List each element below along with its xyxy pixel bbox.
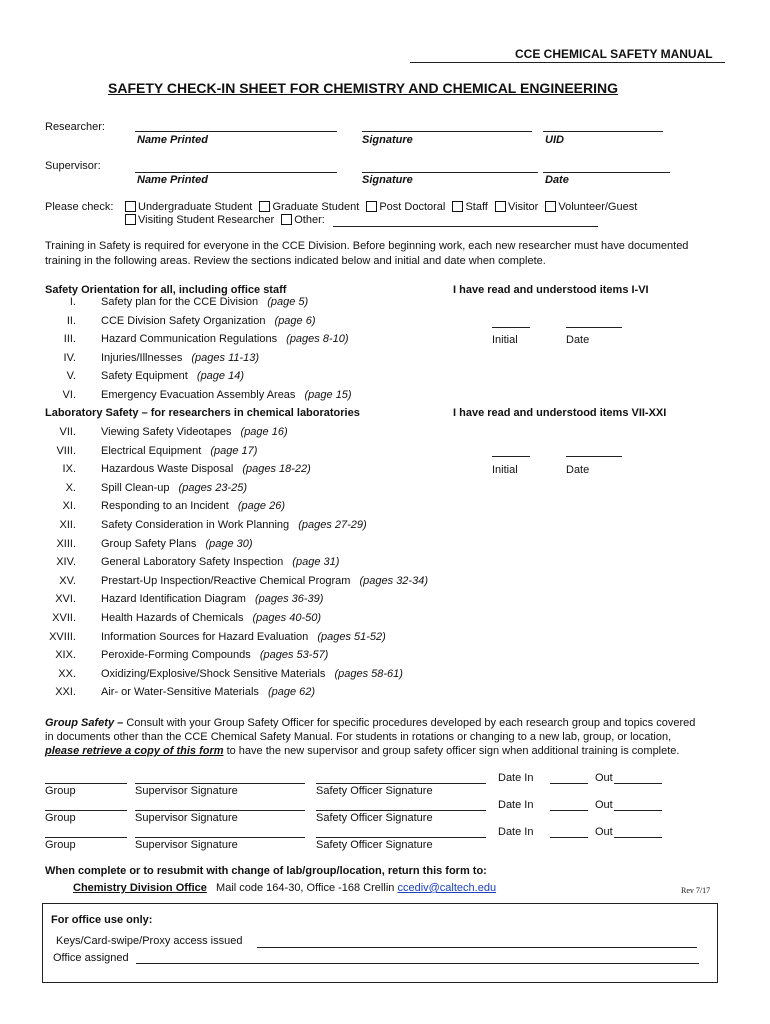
- item-row: [101, 482, 247, 494]
- office-assigned-field[interactable]: [136, 963, 699, 964]
- item-title: Emergency Evacuation Assembly Areas: [101, 388, 296, 401]
- item-row: [101, 389, 352, 401]
- item-row: [101, 296, 308, 308]
- laboratory-ack: I have read and understood items VII-XXI: [453, 407, 667, 419]
- item-pages: (pages 40-50): [252, 612, 322, 624]
- item-pages: (page 6): [274, 314, 316, 327]
- postdoc-label: Post Doctoral: [379, 201, 446, 213]
- item-number: X.: [65, 481, 76, 494]
- item-title: Safety plan for the CCE Division: [101, 296, 259, 308]
- supervisor-name-caption: Name Printed: [137, 174, 208, 186]
- group-caption: Group: [45, 785, 76, 797]
- item-title: Viewing Safety Videotapes: [101, 426, 232, 438]
- item-pages: (pages 11-13): [191, 351, 260, 364]
- researcher-signature-caption: Signature: [362, 134, 413, 146]
- supervisor-signature-field[interactable]: [135, 810, 305, 811]
- orientation-ack: I have read and understood items I-VI: [453, 284, 649, 296]
- visitor-label: Visitor: [507, 201, 539, 213]
- supervisor-date-field[interactable]: [543, 172, 670, 173]
- group-field[interactable]: [45, 810, 127, 811]
- laboratory-initial-caption: Initial: [492, 464, 518, 476]
- item-number: XIV.: [56, 556, 76, 569]
- item-pages: (pages 58-61): [334, 667, 403, 680]
- group-safety-text-1: Consult with your Group Safety Officer for specific procedures developed by each research group and topics covered: [126, 717, 696, 729]
- undergraduate-checkbox[interactable]: [125, 201, 136, 212]
- item-number: XX.: [58, 667, 76, 680]
- laboratory-heading: Laboratory Safety – for researchers in chemical laboratories: [45, 407, 360, 419]
- item-title: General Laboratory Safety Inspection: [101, 556, 284, 569]
- item-pages: (page 62): [267, 686, 316, 699]
- manual-title: CCE CHEMICAL SAFETY MANUAL: [515, 47, 713, 61]
- supervisor-date-caption: Date: [545, 174, 569, 186]
- visitor-checkbox[interactable]: [495, 201, 506, 212]
- item-row: [101, 426, 288, 438]
- revision-label: Rev 7/17: [681, 886, 711, 895]
- item-pages: (page 5): [267, 296, 309, 308]
- office-assigned-label: Office assigned: [53, 952, 129, 964]
- office-use-heading: For office use only:: [51, 914, 153, 926]
- laboratory-date-caption: Date: [566, 464, 590, 476]
- item-row: [101, 575, 428, 587]
- item-pages: (pages 53-57): [259, 649, 329, 662]
- item-title: Injuries/Illnesses: [101, 351, 183, 364]
- item-number: IV.: [63, 351, 76, 364]
- safety-officer-signature-field[interactable]: [316, 810, 486, 811]
- orientation-date-caption: Date: [566, 334, 590, 346]
- item-row: [101, 445, 257, 457]
- item-title: Hazard Identification Diagram: [101, 593, 246, 606]
- other-field[interactable]: [333, 226, 598, 227]
- item-title: Prestart-Up Inspection/Reactive Chemical Program: [101, 574, 351, 587]
- group-safety-line-2: in documents other than the CCE Chemical Safety Manual. For students in rotations or changing to a new lab, group, or location,: [45, 731, 672, 743]
- item-number: XI.: [62, 500, 76, 513]
- item-row: [101, 556, 339, 568]
- item-pages: (page 31): [292, 556, 340, 569]
- item-pages: (page 14): [196, 370, 244, 382]
- office-email-link[interactable]: ccediv@caltech.edu: [397, 882, 497, 894]
- safety-officer-signature-caption: Safety Officer Signature: [316, 839, 433, 851]
- item-pages: (pages 18-22): [242, 463, 311, 476]
- access-issued-label: Keys/Card-swipe/Proxy access issued: [56, 935, 243, 947]
- item-number: III.: [63, 333, 76, 345]
- group-safety-heading: Group Safety –: [45, 717, 124, 729]
- graduate-checkbox[interactable]: [259, 201, 270, 212]
- status-checkbox-row-2: [125, 214, 325, 226]
- group-field[interactable]: [45, 837, 127, 838]
- item-pages: (page 30): [205, 537, 253, 550]
- item-row: [101, 686, 315, 698]
- item-pages: (page 15): [304, 388, 352, 401]
- group-safety-line-1: [45, 717, 695, 729]
- item-number: XXI.: [55, 686, 76, 699]
- supervisor-signature-field[interactable]: [135, 783, 305, 784]
- item-number: XVIII.: [49, 630, 76, 643]
- orientation-initial-field[interactable]: [492, 327, 530, 328]
- date-out-label: Out: [595, 772, 613, 784]
- other-checkbox[interactable]: [281, 214, 292, 225]
- date-out-field[interactable]: [614, 810, 662, 811]
- undergraduate-label: Undergraduate Student: [138, 201, 253, 213]
- volunteer-label: Volunteer/Guest: [558, 201, 638, 213]
- item-title: Information Sources for Hazard Evaluation: [101, 630, 309, 643]
- researcher-name-caption: Name Printed: [137, 134, 208, 146]
- supervisor-signature-caption: Supervisor Signature: [135, 812, 238, 824]
- group-caption: Group: [45, 839, 76, 851]
- item-row: [101, 538, 253, 550]
- item-number: XVI.: [55, 593, 76, 606]
- postdoc-checkbox[interactable]: [366, 201, 377, 212]
- page-title: SAFETY CHECK-IN SHEET FOR CHEMISTRY AND CHEMICAL ENGINEERING: [108, 80, 619, 96]
- item-number: XIII.: [56, 537, 76, 550]
- date-in-label: Date In: [498, 772, 534, 784]
- date-in-field[interactable]: [550, 783, 588, 784]
- item-number: I.: [69, 296, 76, 308]
- supervisor-label: Supervisor:: [45, 160, 101, 172]
- item-row: [101, 333, 349, 345]
- item-row: [101, 593, 323, 605]
- intro-line-2: training in the following areas. Review the sections indicated below and initial and date when complete.: [45, 255, 546, 267]
- item-number: V.: [66, 370, 76, 382]
- safety-officer-signature-caption: Safety Officer Signature: [316, 812, 433, 824]
- supervisor-name-field[interactable]: [135, 172, 337, 173]
- safety-officer-signature-caption: Safety Officer Signature: [316, 785, 433, 797]
- date-out-field[interactable]: [614, 837, 662, 838]
- group-safety-text-3: to have the new supervisor and group safety officer sign when additional training is complete.: [226, 745, 680, 757]
- retrieve-copy-note: please retrieve a copy of this form: [45, 745, 224, 757]
- item-number: IX.: [62, 463, 76, 476]
- date-in-field[interactable]: [550, 810, 588, 811]
- item-number: VII.: [59, 426, 76, 438]
- group-caption: Group: [45, 812, 76, 824]
- check-label: Please check:: [45, 201, 114, 213]
- date-out-label: Out: [595, 826, 613, 838]
- item-title: Safety Equipment: [101, 370, 188, 382]
- safety-officer-signature-field[interactable]: [316, 783, 486, 784]
- item-row: [101, 352, 259, 364]
- item-title: Air- or Water-Sensitive Materials: [101, 686, 259, 699]
- item-title: Hazardous Waste Disposal: [101, 463, 234, 476]
- date-in-label: Date In: [498, 826, 534, 838]
- item-number: VIII.: [56, 444, 76, 457]
- item-row: [101, 649, 328, 661]
- date-out-field[interactable]: [614, 783, 662, 784]
- item-pages: (pages 23-25): [178, 481, 248, 494]
- supervisor-signature-caption: Supervisor Signature: [135, 839, 238, 851]
- volunteer-checkbox[interactable]: [545, 201, 556, 212]
- laboratory-initial-field[interactable]: [492, 456, 530, 457]
- item-number: VI.: [62, 388, 76, 401]
- item-title: Responding to an Incident: [101, 500, 229, 513]
- office-use-box: [42, 903, 718, 983]
- item-pages: (pages 32-34): [359, 574, 428, 587]
- item-row: [101, 500, 285, 512]
- group-safety-line-3: [45, 745, 679, 757]
- staff-label: Staff: [465, 201, 488, 213]
- date-in-label: Date In: [498, 799, 534, 811]
- item-number: XV.: [59, 574, 76, 587]
- researcher-uid-field[interactable]: [543, 131, 663, 132]
- researcher-uid-caption: UID: [545, 134, 564, 146]
- orientation-date-field[interactable]: [566, 327, 622, 328]
- supervisor-signature-caption: Supervisor Signature: [135, 785, 238, 797]
- researcher-signature-field[interactable]: [362, 131, 532, 132]
- supervisor-signature-field[interactable]: [135, 837, 305, 838]
- supervisor-signature-field[interactable]: [362, 172, 538, 173]
- researcher-label: Researcher:: [45, 121, 105, 133]
- supervisor-signature-caption: Signature: [362, 174, 413, 186]
- item-row: [101, 612, 321, 624]
- other-label: Other:: [294, 214, 325, 226]
- office-address: Mail code 164-30, Office -168 Crellin: [216, 882, 395, 894]
- item-title: Oxidizing/Explosive/Shock Sensitive Materials: [101, 667, 326, 680]
- laboratory-date-field[interactable]: [566, 456, 622, 457]
- intro-line-1: Training in Safety is required for everyone in the CCE Division. Before beginning work, each new researcher must have documented: [45, 240, 689, 252]
- header-rule: [410, 62, 725, 63]
- staff-checkbox[interactable]: [452, 201, 463, 212]
- item-title: Electrical Equipment: [101, 444, 202, 457]
- item-pages: (page 17): [210, 444, 258, 457]
- date-in-field[interactable]: [550, 837, 588, 838]
- item-number: II.: [66, 314, 76, 327]
- visiting-student-label: Visiting Student Researcher: [138, 214, 275, 226]
- orientation-heading: Safety Orientation for all, including office staff: [45, 284, 287, 296]
- access-issued-field[interactable]: [257, 947, 697, 948]
- item-title: CCE Division Safety Organization: [101, 314, 266, 327]
- item-row: [101, 315, 316, 327]
- item-pages: (pages 36-39): [254, 593, 324, 606]
- item-row: [101, 668, 403, 680]
- item-title: Health Hazards of Chemicals: [101, 612, 244, 624]
- item-row: [101, 370, 244, 382]
- status-checkbox-row-1: [125, 201, 637, 213]
- return-address-line: [73, 882, 496, 894]
- item-title: Peroxide-Forming Compounds: [101, 649, 251, 662]
- group-field[interactable]: [45, 783, 127, 784]
- item-pages: (pages 51-52): [317, 630, 386, 643]
- item-title: Spill Clean-up: [101, 481, 170, 494]
- item-pages: (pages 27-29): [298, 519, 367, 531]
- date-out-label: Out: [595, 799, 613, 811]
- item-pages: (page 26): [237, 500, 285, 513]
- researcher-name-field[interactable]: [135, 131, 337, 132]
- division-office: Chemistry Division Office: [73, 882, 207, 894]
- graduate-label: Graduate Student: [272, 201, 360, 213]
- item-number: XVII.: [52, 612, 76, 624]
- visiting-student-checkbox[interactable]: [125, 214, 136, 225]
- item-number: XII.: [59, 519, 76, 531]
- item-title: Hazard Communication Regulations: [101, 333, 278, 345]
- item-title: Group Safety Plans: [101, 537, 197, 550]
- safety-officer-signature-field[interactable]: [316, 837, 486, 838]
- item-pages: (pages 8-10): [286, 333, 349, 345]
- item-row: [101, 519, 367, 531]
- orientation-initial-caption: Initial: [492, 334, 518, 346]
- return-heading: When complete or to resubmit with change of lab/group/location, return this form to:: [45, 865, 487, 877]
- item-number: XIX.: [55, 649, 76, 662]
- item-pages: (page 16): [240, 426, 288, 438]
- item-row: [101, 631, 386, 643]
- item-row: [101, 463, 311, 475]
- item-title: Safety Consideration in Work Planning: [101, 519, 290, 531]
